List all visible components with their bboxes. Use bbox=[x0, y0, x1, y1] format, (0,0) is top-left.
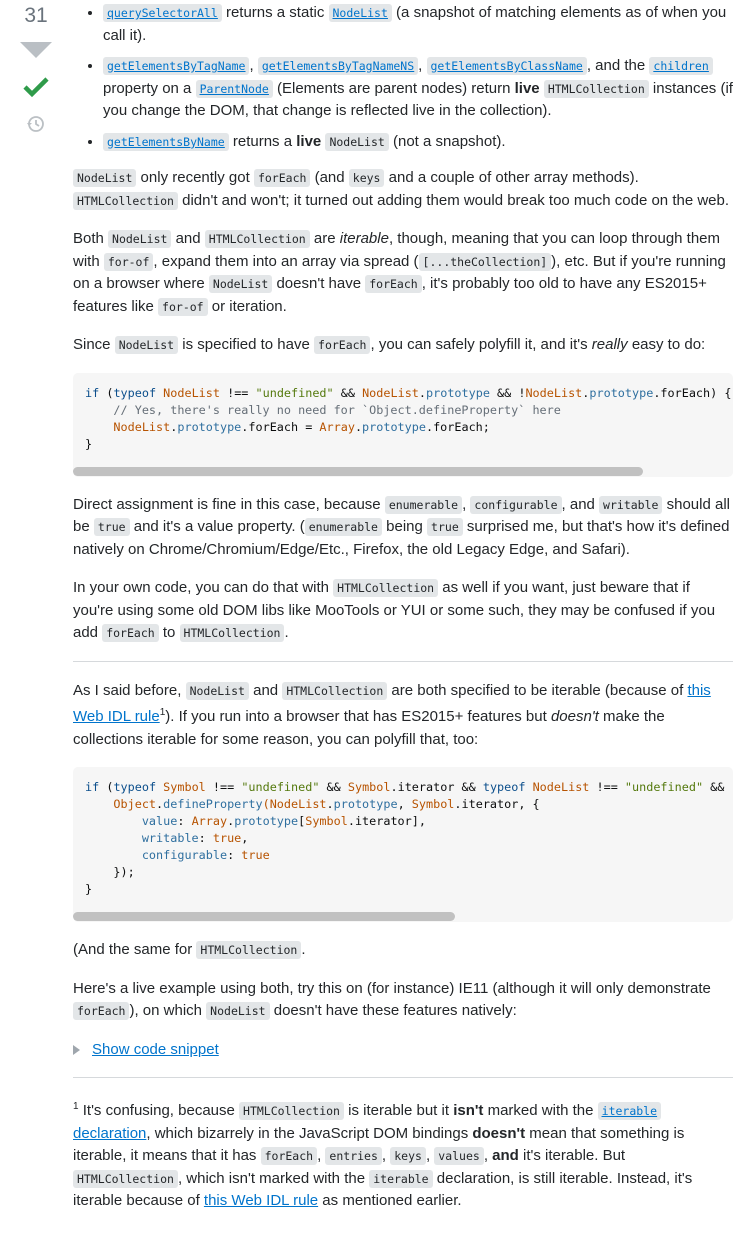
code-token: prototype bbox=[362, 419, 426, 434]
code-token: , bbox=[397, 797, 412, 811]
bold-text: live bbox=[296, 132, 322, 150]
text: are bbox=[309, 230, 340, 247]
inline-code: true bbox=[94, 518, 130, 536]
history-icon[interactable] bbox=[26, 114, 46, 134]
code-token: prototype bbox=[177, 419, 242, 434]
code-token: , bbox=[241, 831, 249, 845]
text: declaration, is still iterable. Instead, it's iterable because of bbox=[73, 1169, 693, 1209]
bold-text: and bbox=[492, 1147, 519, 1164]
code-line bbox=[85, 847, 733, 864]
inline-code: getElementsByName bbox=[103, 133, 229, 151]
code-link[interactable] bbox=[103, 133, 229, 150]
code-token: "undefined" bbox=[255, 385, 334, 400]
inline-code: HTMLCollection bbox=[180, 624, 285, 642]
code-token: : bbox=[198, 831, 213, 845]
paragraph bbox=[73, 228, 733, 318]
text: or iteration. bbox=[207, 297, 287, 315]
paragraph bbox=[73, 494, 733, 562]
code-token: true bbox=[212, 831, 242, 845]
text: , and bbox=[561, 495, 600, 513]
code-token: Symbol bbox=[411, 797, 455, 811]
vote-count: 31 bbox=[24, 4, 48, 27]
text: make the collections iterable for some reason, you can polyfill that, too: bbox=[73, 708, 665, 748]
code-link[interactable] bbox=[258, 57, 418, 74]
italic-text: really bbox=[591, 336, 628, 353]
text: and a couple of other array methods). bbox=[384, 169, 639, 186]
text: , which bizarrely in the JavaScript DOM bindings bbox=[146, 1124, 473, 1142]
code-line bbox=[85, 830, 733, 847]
inline-code: HTMLCollection bbox=[333, 579, 438, 597]
text: . bbox=[301, 941, 306, 958]
inline-code: NodeList bbox=[186, 682, 249, 700]
code-token: // Yes, there's really no need for `Object.defineProperty` here bbox=[85, 402, 561, 417]
inline-code: forEach bbox=[314, 336, 370, 354]
text: , you can safely polyfill it, and it's bbox=[370, 336, 592, 353]
code-line bbox=[85, 436, 733, 453]
code-link[interactable] bbox=[329, 4, 392, 21]
code-token bbox=[85, 831, 142, 845]
code-token bbox=[85, 848, 142, 862]
code-line bbox=[85, 402, 733, 419]
inline-code: HTMLCollection bbox=[73, 192, 178, 210]
text: ), etc. But if you're running on a browser where bbox=[73, 252, 726, 292]
italic-text: iterable bbox=[339, 230, 389, 247]
paragraph bbox=[73, 167, 733, 212]
inline-code: HTMLCollection bbox=[282, 682, 387, 700]
code-token: NodeList bbox=[113, 419, 171, 434]
code-token: : bbox=[177, 814, 192, 828]
text: marked with the bbox=[483, 1102, 598, 1119]
text: , bbox=[425, 1147, 435, 1164]
text: it's iterable. But bbox=[518, 1147, 626, 1164]
footnote-ref[interactable]: 1 bbox=[159, 707, 166, 718]
text: In your own code, you can do that with bbox=[73, 579, 334, 596]
code-token: prototype bbox=[426, 385, 490, 400]
inline-code: iterable bbox=[369, 1170, 432, 1188]
inline-code: HTMLCollection bbox=[205, 230, 310, 248]
code-token: ( bbox=[262, 797, 270, 811]
inline-code: writable bbox=[599, 496, 662, 514]
inline-code: forEach bbox=[365, 275, 421, 293]
text: Both bbox=[73, 230, 109, 247]
code-token: prototype bbox=[234, 814, 299, 828]
paragraph bbox=[73, 577, 733, 645]
code-token bbox=[85, 814, 142, 828]
code-token: Symbol bbox=[347, 780, 391, 794]
inline-code: keys bbox=[390, 1147, 426, 1165]
text: only recently got bbox=[136, 169, 254, 186]
text: , bbox=[483, 1147, 493, 1164]
text: (And the same for bbox=[73, 941, 197, 958]
code-token: ( bbox=[99, 385, 114, 400]
text: should all be bbox=[73, 495, 730, 535]
code-token: ( bbox=[99, 780, 114, 794]
text: , bbox=[462, 495, 471, 513]
text: as well if you want, just beware that if you're using some old DOM libs like MooTools or YUI or some such, they may be confused if you add bbox=[73, 579, 716, 641]
accepted-checkmark-icon bbox=[23, 76, 49, 98]
text: easy to do: bbox=[627, 336, 706, 353]
code-token: [ bbox=[298, 814, 306, 828]
show-code-snippet-link[interactable]: Show code snippet bbox=[92, 1040, 219, 1058]
text: surprised me, but that's how it's defined natively on Chrome/Chromium/Edge/Etc., Firefox, the old Legacy Edge, and Safari). bbox=[73, 518, 730, 558]
code-line bbox=[85, 419, 733, 436]
text: Here's a live example using both, try this on (for instance) IE11 (although it will only demonstrate bbox=[73, 979, 711, 997]
inline-code: querySelectorAll bbox=[103, 4, 222, 22]
code-token: . bbox=[170, 419, 178, 434]
code-lines bbox=[85, 779, 733, 912]
text: ), on which bbox=[129, 1002, 207, 1019]
code-link[interactable] bbox=[196, 80, 273, 97]
code-token: typeof bbox=[113, 780, 157, 794]
expand-triangle-icon[interactable] bbox=[73, 1045, 80, 1055]
code-token: prototype bbox=[589, 385, 654, 400]
code-token bbox=[525, 780, 532, 794]
code-token: .iterator], bbox=[347, 814, 426, 828]
code-block bbox=[73, 373, 733, 477]
downvote-icon[interactable] bbox=[20, 42, 52, 58]
code-token: prototype bbox=[333, 797, 398, 811]
inline-code: NodeList bbox=[209, 275, 272, 293]
link[interactable]: declaration bbox=[73, 1124, 147, 1142]
inline-code: NodeList bbox=[329, 4, 392, 22]
inline-code: values bbox=[434, 1147, 484, 1165]
code-token: && bbox=[703, 780, 732, 794]
code-token: && bbox=[319, 780, 348, 794]
code-token: Symbol bbox=[163, 780, 206, 794]
text: mean that something is iterable, it means that it has bbox=[73, 1124, 685, 1164]
code-token: "undefined" bbox=[624, 780, 704, 794]
code-token: && bbox=[333, 385, 363, 400]
inline-code: for-of bbox=[158, 298, 208, 316]
text: (a snapshot of matching elements as of when you call it). bbox=[103, 4, 727, 44]
code-token: . bbox=[156, 797, 164, 811]
code-token bbox=[85, 797, 113, 811]
text: is specified to have bbox=[178, 336, 315, 353]
italic-text: doesn't bbox=[550, 708, 599, 725]
inline-code: HTMLCollection bbox=[73, 1170, 178, 1188]
inline-code: forEach bbox=[261, 1147, 317, 1165]
code-token: .forEach) { bbox=[653, 385, 732, 400]
bold-text: doesn't bbox=[472, 1124, 526, 1142]
inline-code: HTMLCollection bbox=[544, 80, 649, 98]
text: , it's probably too old to have any ES2015+ features like bbox=[73, 275, 707, 315]
code-token: : bbox=[227, 848, 242, 862]
inline-code: configurable bbox=[470, 496, 561, 514]
code-token: defineProperty bbox=[163, 797, 263, 811]
code-token: "undefined" bbox=[241, 780, 320, 794]
code-token: NodeList bbox=[163, 385, 220, 400]
text: Since bbox=[73, 336, 115, 353]
code-line bbox=[85, 779, 733, 796]
inline-code: ParentNode bbox=[196, 80, 273, 98]
inline-code: NodeList bbox=[206, 1002, 269, 1020]
code-token: . bbox=[582, 385, 590, 400]
inline-code: NodeList bbox=[73, 169, 136, 187]
code-token: NodeList bbox=[525, 385, 583, 400]
code-link[interactable] bbox=[649, 57, 712, 74]
text: It's confusing, because bbox=[78, 1102, 240, 1119]
text: Direct assignment is fine in this case, because bbox=[73, 495, 385, 513]
code-token: . bbox=[354, 419, 363, 434]
code-token: NodeList bbox=[362, 385, 419, 400]
code-link[interactable] bbox=[427, 57, 587, 74]
inline-code: enumerable bbox=[385, 496, 462, 514]
inline-code: forEach bbox=[102, 624, 158, 642]
text: , bbox=[249, 57, 258, 74]
code-token: Symbol bbox=[305, 814, 348, 828]
code-line bbox=[85, 796, 733, 813]
code-block bbox=[73, 767, 733, 922]
bold-text: live bbox=[514, 79, 540, 97]
code-token: true bbox=[241, 848, 270, 862]
inline-code: children bbox=[649, 57, 712, 75]
link[interactable]: this Web IDL rule bbox=[73, 681, 711, 725]
inline-code: NodeList bbox=[108, 230, 171, 248]
footnote-ref[interactable]: 1 bbox=[73, 1101, 79, 1112]
code-link[interactable] bbox=[598, 1102, 661, 1119]
text: (Elements are parent nodes) return bbox=[272, 79, 515, 97]
code-token: if bbox=[85, 780, 100, 794]
text: , bbox=[317, 1147, 326, 1164]
inline-code: enumerable bbox=[305, 518, 382, 536]
text: . bbox=[284, 624, 289, 641]
code-token: Array bbox=[319, 419, 355, 434]
code-token: } bbox=[85, 882, 93, 896]
paragraph bbox=[73, 1096, 733, 1213]
code-token: .iterator, { bbox=[454, 797, 540, 811]
code-token: typeof bbox=[482, 780, 526, 794]
code-token: .forEach = bbox=[241, 419, 320, 434]
code-line bbox=[85, 385, 733, 402]
code-token: . bbox=[326, 797, 334, 811]
code-link[interactable] bbox=[103, 4, 222, 21]
text: As I said before, bbox=[73, 681, 186, 699]
text: , though, meaning that you can loop through them with bbox=[73, 230, 721, 270]
inline-code: for-of bbox=[104, 253, 154, 271]
code-lines bbox=[85, 385, 733, 467]
text: as mentioned earlier. bbox=[318, 1192, 462, 1209]
paragraph bbox=[73, 334, 733, 357]
code-line bbox=[85, 881, 733, 898]
bold-text: isn't bbox=[453, 1102, 484, 1119]
inline-code: getElementsByClassName bbox=[427, 57, 587, 75]
code-token: typeof bbox=[113, 385, 157, 400]
code-token: !== bbox=[589, 780, 625, 794]
inline-code: HTMLCollection bbox=[239, 1102, 344, 1120]
paragraph bbox=[73, 978, 733, 1023]
text: is iterable but it bbox=[343, 1102, 454, 1119]
text: , and the bbox=[586, 57, 650, 74]
code-link[interactable] bbox=[103, 57, 249, 74]
text: to bbox=[158, 624, 180, 641]
code-token: configurable bbox=[141, 848, 228, 862]
inline-code: forEach bbox=[254, 169, 310, 187]
divider bbox=[73, 1077, 733, 1078]
show-code-snippet[interactable] bbox=[73, 1039, 733, 1062]
link[interactable]: this Web IDL rule bbox=[203, 1192, 319, 1209]
text: doesn't have these features natively: bbox=[269, 1002, 517, 1019]
inline-code: NodeList bbox=[115, 336, 178, 354]
text: are both specified to be iterable (because of bbox=[387, 681, 688, 699]
paragraph bbox=[73, 680, 733, 752]
code-token: }); bbox=[85, 865, 135, 879]
horizontal-scrollbar[interactable] bbox=[73, 912, 455, 921]
code-token: } bbox=[85, 436, 93, 451]
code-token: if bbox=[85, 385, 100, 400]
horizontal-scrollbar[interactable] bbox=[73, 467, 643, 476]
collection-methods-list bbox=[73, 2, 733, 153]
code-token: && ! bbox=[489, 385, 526, 400]
divider bbox=[73, 661, 733, 662]
text: and bbox=[248, 681, 283, 699]
inline-code: true bbox=[427, 518, 463, 536]
text: doesn't have bbox=[272, 275, 366, 292]
code-token: Object bbox=[113, 797, 157, 811]
code-token: . bbox=[227, 814, 235, 828]
list-item bbox=[103, 55, 733, 123]
text: and it's a value property. ( bbox=[129, 518, 305, 535]
paragraph bbox=[73, 939, 733, 962]
text: (and bbox=[310, 169, 349, 186]
text: , expand them into an array via spread ( bbox=[153, 252, 419, 270]
text: property on a bbox=[103, 79, 196, 97]
inline-code: forEach bbox=[73, 1002, 129, 1020]
text: being bbox=[382, 518, 428, 535]
inline-code: HTMLCollection bbox=[196, 941, 301, 959]
text: , which isn't marked with the bbox=[177, 1169, 370, 1187]
code-token: !== bbox=[205, 780, 242, 794]
code-token: writable bbox=[141, 831, 199, 845]
code-token: NodeList bbox=[269, 797, 327, 811]
code-token: value bbox=[141, 814, 178, 828]
code-token: Array bbox=[191, 814, 228, 828]
text: , bbox=[418, 57, 427, 74]
list-item bbox=[103, 2, 733, 47]
text: didn't and won't; it turned out adding them would break too much code on the web. bbox=[177, 191, 730, 209]
inline-code: [...theCollection] bbox=[419, 253, 552, 271]
text: instances (if you change the DOM, that change is reflected live in the collection). bbox=[103, 79, 733, 119]
vote-column bbox=[0, 0, 72, 134]
code-token bbox=[85, 420, 113, 434]
text: ). If you run into a browser that has ES2015+ features but bbox=[165, 708, 551, 725]
code-line bbox=[85, 813, 733, 830]
inline-code: keys bbox=[349, 169, 385, 187]
code-token: !== bbox=[220, 385, 256, 400]
inline-code: getElementsByTagName bbox=[103, 57, 249, 75]
code-token: NodeList bbox=[532, 780, 590, 794]
code-token: .iterator && bbox=[390, 780, 483, 794]
code-line bbox=[85, 864, 733, 881]
inline-code: getElementsByTagNameNS bbox=[258, 57, 418, 75]
text: and bbox=[171, 230, 205, 247]
answer-body bbox=[73, 2, 733, 1229]
text: , bbox=[381, 1147, 391, 1164]
text: returns a bbox=[228, 132, 297, 150]
code-token: . bbox=[418, 385, 427, 400]
inline-code: NodeList bbox=[325, 133, 388, 151]
inline-code: entries bbox=[325, 1147, 381, 1165]
text: (not a snapshot). bbox=[388, 132, 506, 150]
list-item bbox=[103, 131, 733, 154]
code-token: .forEach; bbox=[425, 419, 490, 434]
inline-code: iterable bbox=[598, 1102, 661, 1120]
text: returns a static bbox=[221, 4, 329, 21]
